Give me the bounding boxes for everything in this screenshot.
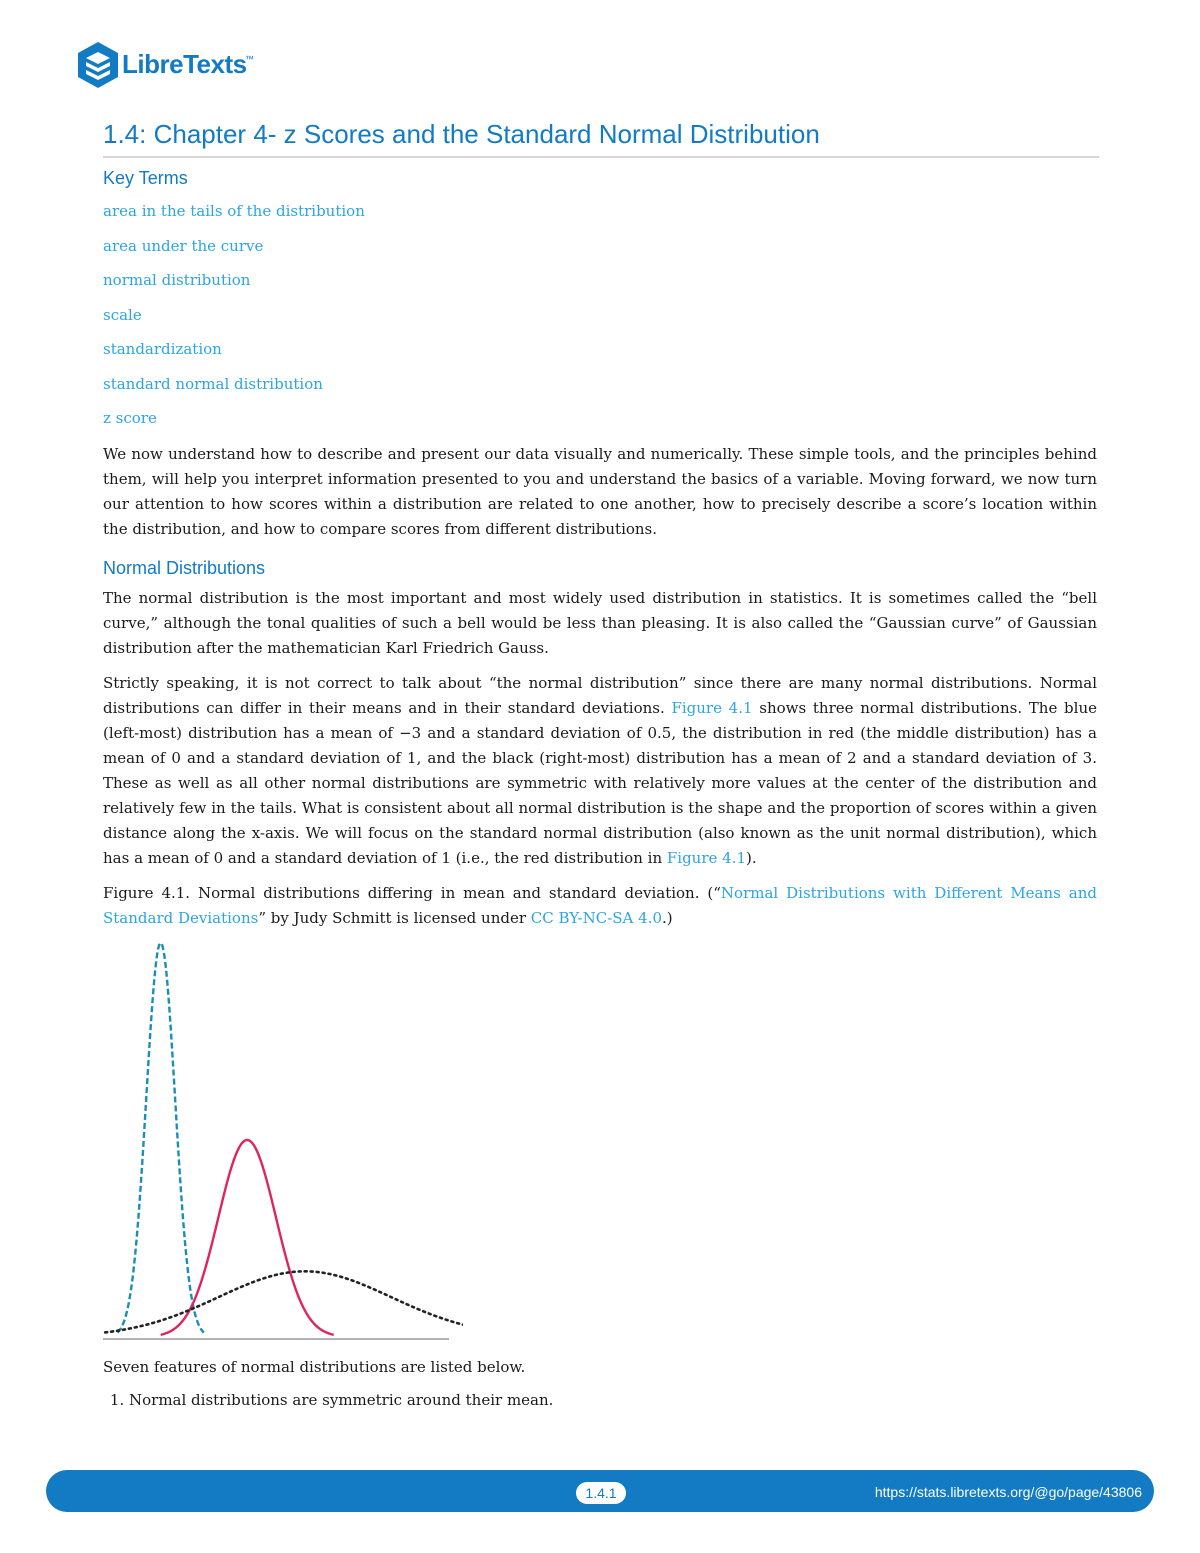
libretexts-logo-icon [78,42,118,88]
distribution-curve-0 [117,943,204,1333]
distribution-curve-2 [103,1271,463,1336]
key-term-link[interactable]: area under the curve [103,236,264,255]
key-term-link[interactable]: normal distribution [103,271,251,289]
key-term-link[interactable]: area in the tails of the distribution [103,202,365,220]
figure-link[interactable]: Figure 4.1 [666,848,747,867]
caption-text: .) [662,908,673,927]
libretexts-logo[interactable] [74,40,264,94]
page-number: 1.4.1 [576,1482,626,1504]
key-term-link[interactable]: z score [103,409,157,427]
intro-paragraph: We now understand how to describe and present our data visually and numerically. These simple tools, and the principles behind them, will help you interpret information presented to you and understand the basics of a variable. Moving forward, we now turn our attention to how scores within a distribution are related to one another, how to precisely describe a score’s location within the distribution, and how to compare scores from different distributions. [103,444,1097,538]
normal-paragraph-2 [103,671,1097,871]
features-intro: Seven features of normal distributions are listed below. [103,1357,526,1376]
caption-text: ” by Judy Schmitt is licensed under [258,908,531,927]
features-list [103,1388,1097,1413]
distribution-curve-1 [161,1140,334,1335]
normal-paragraph-1: The normal distribution is the most important and most widely used distribution in statistics. It is sometimes called the “bell curve,” although the tonal qualities of such a bell would be less than pleasing. It is also called the “Gaussian curve” of Gaussian distribution after the mathematician Karl Friedrich Gauss. [103,588,1097,657]
libretexts-logo-text: LibreTexts [122,49,247,79]
license-link[interactable]: CC BY-NC-SA 4.0 [530,908,663,927]
key-term-link[interactable]: standardization [103,340,222,358]
paragraph-text: shows three normal distributions. The blue (left-most) distribution has a mean of −3 and a standard deviation of 0.5, the distribution in red (the middle distribution) has a mean of 0 and a standard deviation of 1, and the black (right-most) distribution has a mean of 2 and a standard deviation of 3. These as well as all other normal distributions are symmetric with relatively more values at the center of the distribution and relatively few in the tails. What is consistent about all normal distribution is the shape and the proportion of scores within a given distance along the x-axis. We will focus on the standard normal distribution (also known as the unit normal distribution), which has a mean of 0 and a standard deviation of 1 (i.e., the red distribution in [103,698,1097,867]
normal-distributions-heading: Normal Distributions [103,557,266,578]
figure-source-link[interactable]: Normal Distributions with Different Means and Standard Deviations [103,883,1097,927]
key-term-link[interactable]: scale [103,305,142,324]
key-terms-heading: Key Terms [103,168,188,188]
normal-distributions-chart [103,941,463,1351]
page-title: 1.4: Chapter 4- z Scores and the Standard Normal Distribution [103,118,1099,158]
caption-text: Figure 4.1. Normal distributions differing in mean and standard deviation. (“ [103,883,721,902]
page-url-link[interactable]: https://stats.libretexts.org/@go/page/43806 [874,1484,1142,1500]
key-terms-list [103,194,1097,436]
figure-caption [103,881,1097,931]
main-content [103,166,1097,1413]
key-term-link[interactable]: standard normal distribution [103,374,323,393]
trademark-mark: ™ [245,54,254,64]
feature-item: 1. Normal distributions are symmetric around their mean. [129,1388,1097,1413]
paragraph-text: ). [746,848,757,867]
paragraph-text: Strictly speaking, it is not correct to talk about “the normal distribution” since there are many normal distributions. Normal distributions can differ in their means and in their standard deviations. [103,673,1097,717]
figure-link[interactable]: Figure 4.1 [671,698,753,717]
chart-svg [103,941,463,1351]
